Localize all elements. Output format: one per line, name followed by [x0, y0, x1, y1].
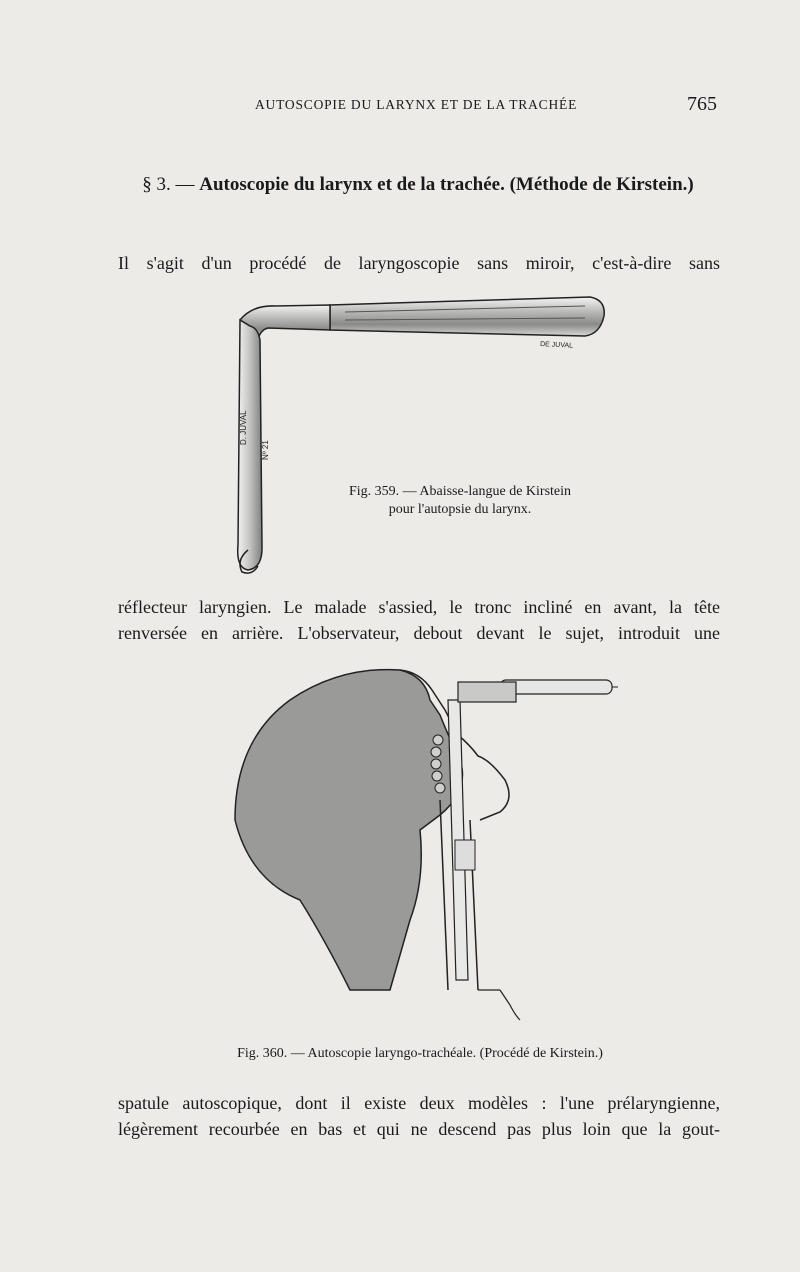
section-title: Autoscopie du larynx et de la trachée.	[199, 174, 505, 195]
figure-360-caption: Fig. 360. — Autoscopie laryngo-trachéale. (Procédé de Kirstein.)	[237, 1046, 603, 1061]
handle-mark: DE JUVAL	[539, 341, 574, 350]
paragraph-spatula	[118, 1090, 720, 1142]
paragraph-procedure-line1: réflecteur laryngien. Le malade s'assied, le tronc incliné en avant, la tête	[118, 597, 720, 617]
head-silhouette	[235, 670, 463, 990]
section-number: § 3.	[142, 174, 171, 195]
engraving-maker: D. JUVAL	[239, 410, 248, 445]
autoscope-handle	[500, 680, 612, 694]
page-number: 765	[687, 93, 717, 115]
paragraph-spatula-line1: spatule autoscopique, dont il existe deux modèles : l'une prélaryngienne,	[118, 1093, 720, 1113]
paragraph-spatula-line2: légèrement recourbée en bas et qui ne descend pas plus loin que la gout-	[118, 1119, 720, 1139]
running-title: AUTOSCOPIE DU LARYNX ET DE LA TRACHÉE	[255, 97, 578, 112]
figure-359-caption-line2: pour l'autopsie du larynx.	[388, 502, 532, 517]
paragraph-procedure-line2: renversée en arrière. L'observateur, debout devant le sujet, introduit une	[118, 623, 720, 643]
paragraph-intro: Il s'agit d'un procédé de laryngoscopie sans miroir, c'est-à-dire sans	[118, 253, 720, 273]
engraving-number: Nº 21	[261, 440, 270, 460]
section-dash: —	[175, 174, 195, 195]
figure-359-caption-line1: Fig. 359. — Abaisse-langue de Kirstein	[348, 484, 572, 499]
section-method: (Méthode de Kirstein.)	[509, 174, 694, 195]
